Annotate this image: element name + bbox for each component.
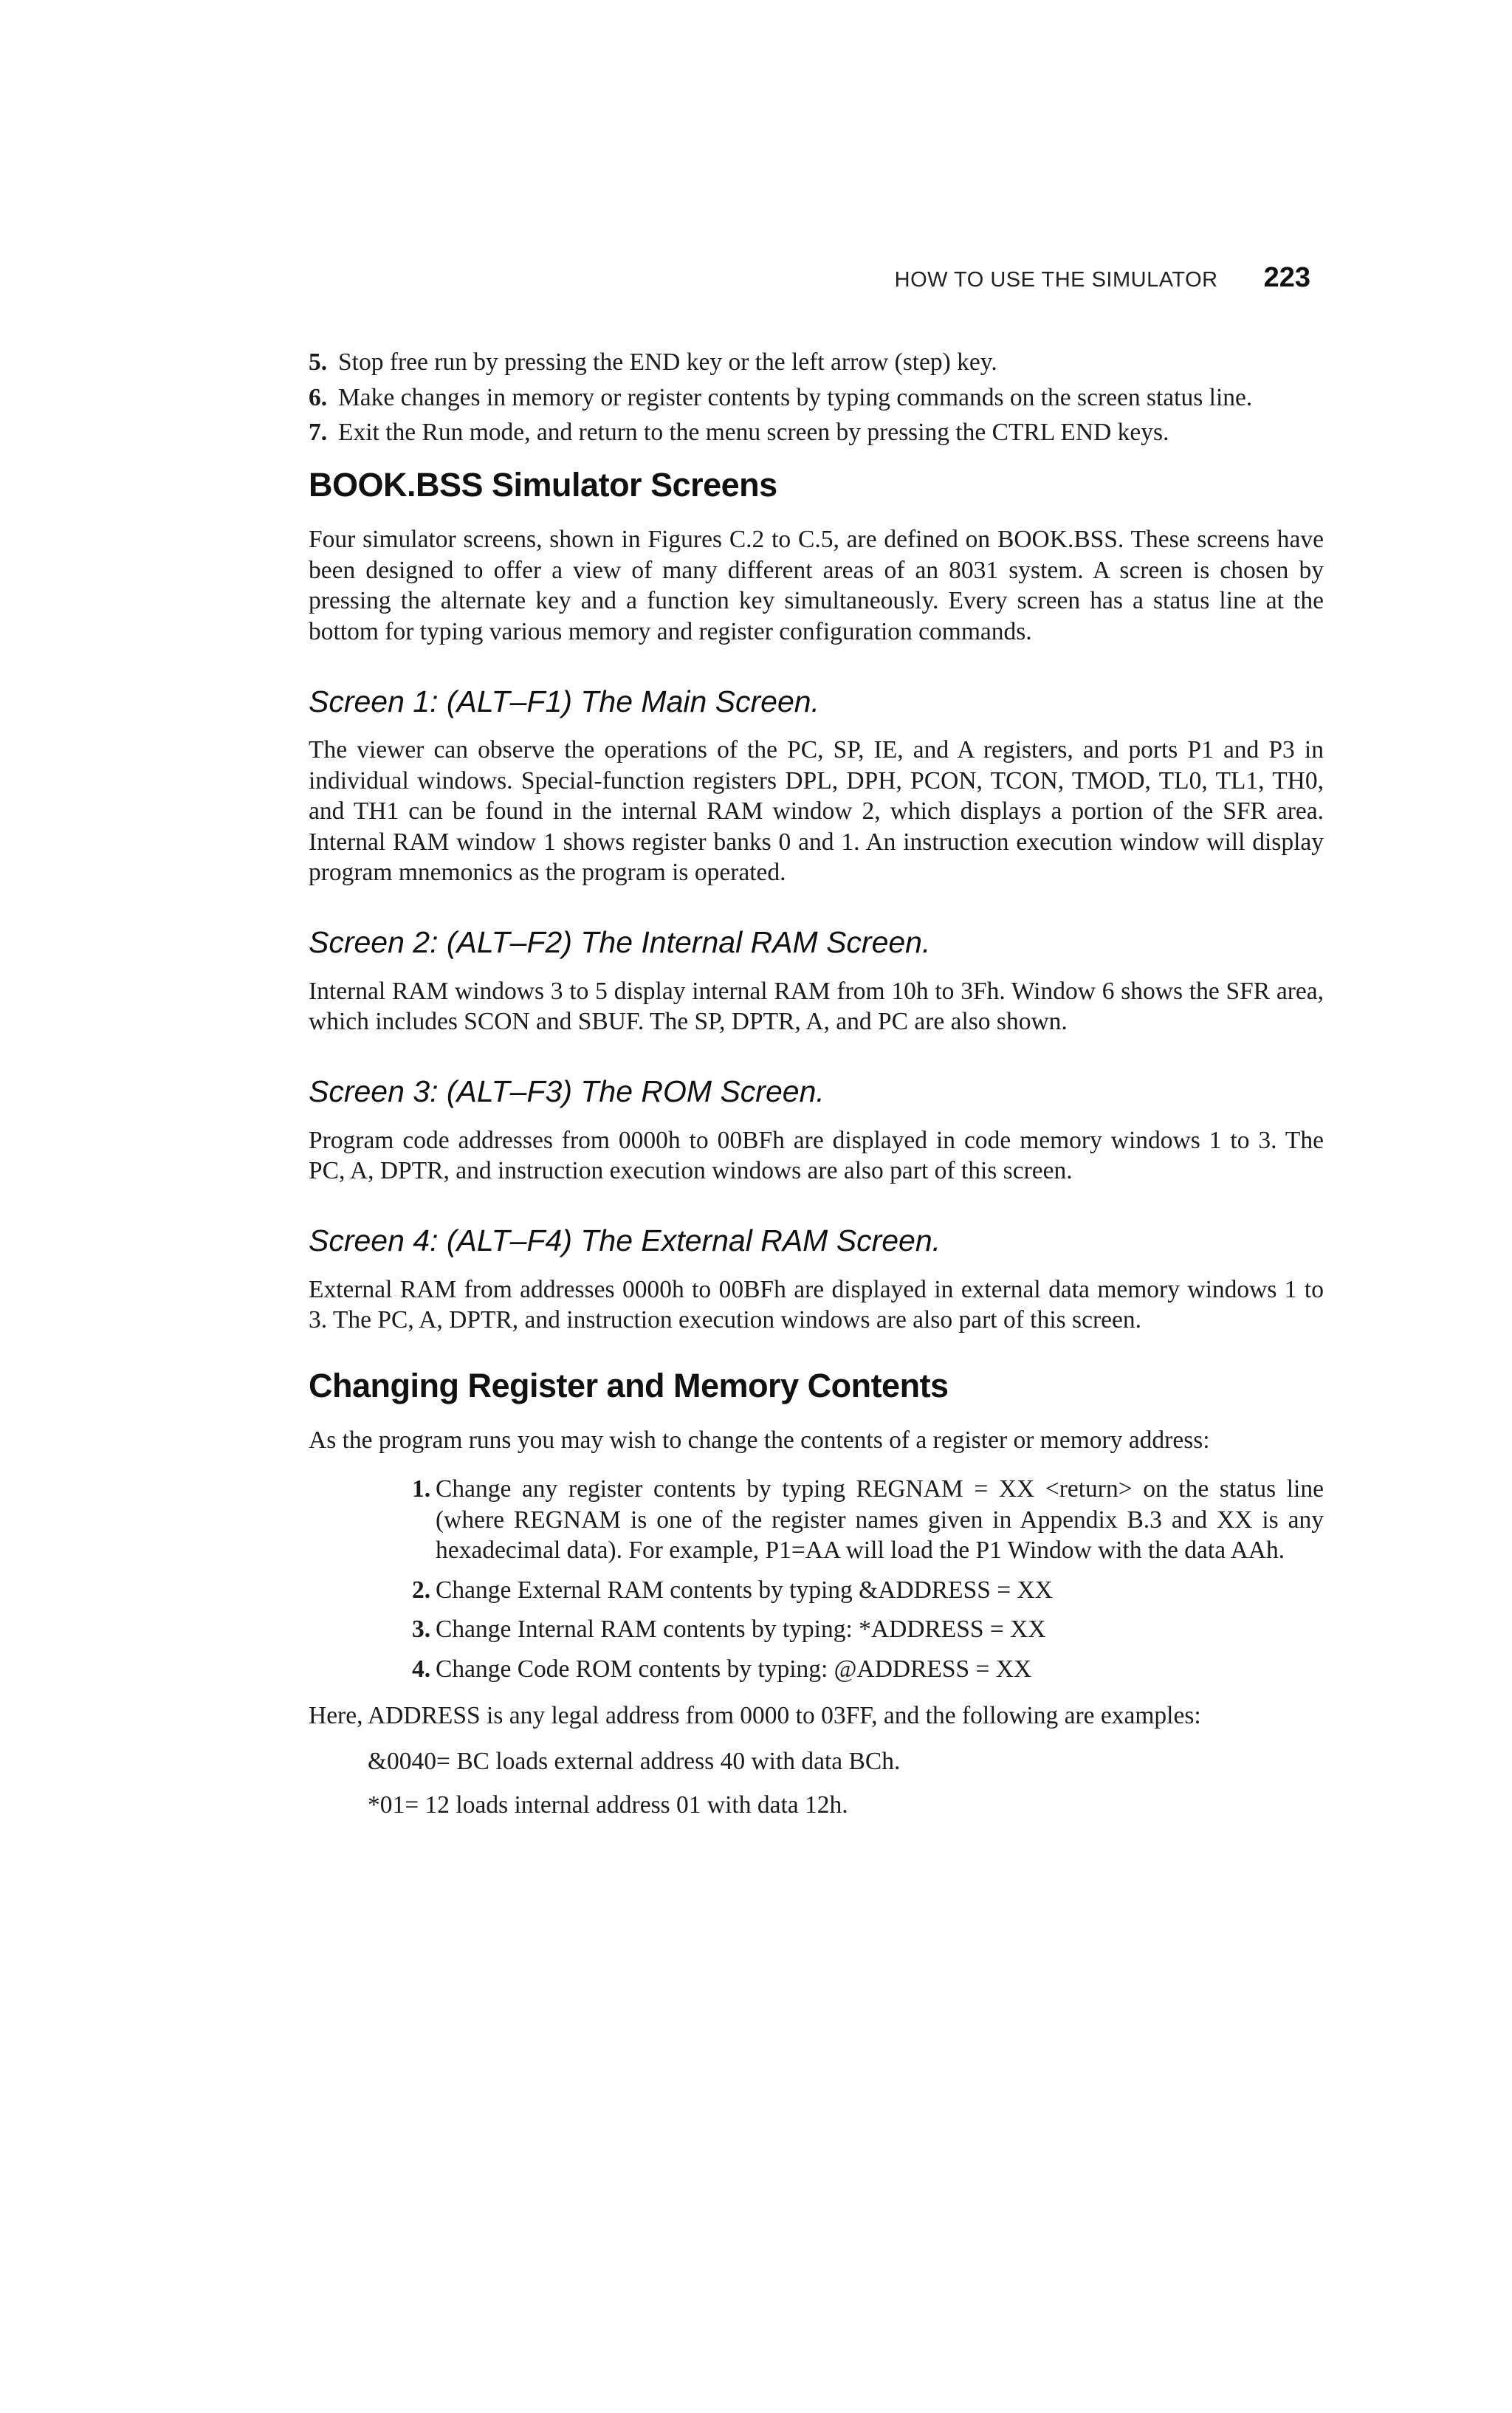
- list-item-number: 6.: [309, 383, 328, 411]
- section-heading-simulator-screens: BOOK.BSS Simulator Screens: [309, 465, 777, 504]
- list-item-text: Make changes in memory or register contents by typing commands on the screen status line.: [338, 383, 1253, 411]
- list-item-number: 1.: [412, 1475, 431, 1503]
- list-item-text: Change External RAM contents by typing &ADDRESS = XX: [436, 1576, 1053, 1604]
- section-2-intro: As the program runs you may wish to change the contents of a register or memory address:: [309, 1427, 1210, 1455]
- screen-2-heading: Screen 2: (ALT–F2) The Internal RAM Screen.: [309, 925, 931, 959]
- example-line: *01= 12 loads internal address 01 with data 12h.: [368, 1791, 848, 1819]
- section-heading-changing-contents: Changing Register and Memory Contents: [309, 1366, 949, 1404]
- list-item: [412, 1614, 1324, 1645]
- list-item-text: Change Internal RAM contents by typing: *ADDRESS = XX: [436, 1616, 1046, 1644]
- list-item: [412, 1654, 1324, 1685]
- list-item-text: Stop free run by pressing the END key or the left arrow (step) key.: [338, 349, 997, 376]
- screen-1-paragraph: The viewer can observe the operations of the PC, SP, IE, and A registers, and ports P1 and P3 in individual windows. Special-function registers DPL, DPH, PCON, TCON, TMOD, TL0, TL1, TH0, and TH1 can be found in the internal RAM window 2, which displays a portion of the SFR area. Internal RAM window 1 shows register banks 0 and 1. An instruction execution window will display program mnemonics as the program is operated.: [309, 736, 1324, 887]
- list-item-text: Change any register contents by typing REGNAM = XX <return> on the status line (where REGNAM is one of the register names given in Appendix B.3 and XX is any hexadecimal data). For example, P1=AA will load the P1 Window with the data AAh.: [436, 1475, 1324, 1565]
- list-item-number: 3.: [412, 1616, 431, 1644]
- screen-1-heading: Screen 1: (ALT–F1) The Main Screen.: [309, 684, 819, 718]
- section-intro-paragraph: Four simulator screens, shown in Figures C.2 to C.5, are defined on BOOK.BSS. These screens have been designed to offer a view of many different areas of an 8031 system. A screen is chosen by pressing the alternate key and a function key simultaneously. Every screen has a status line at the bottom for typing various memory and register configuration commands.: [309, 526, 1324, 645]
- list-item-number: 4.: [412, 1655, 431, 1683]
- list-item-number: 5.: [309, 349, 328, 376]
- page-header: [760, 262, 1310, 294]
- screen-2-paragraph: Internal RAM windows 3 to 5 display internal RAM from 10h to 3Fh. Window 6 shows the SFR area, which includes SCON and SBUF. The SP, DPTR, A, and PC are also shown.: [309, 977, 1324, 1036]
- page-content: [309, 347, 1324, 1834]
- examples-intro: Here, ADDRESS is any legal address from 0000 to 03FF, and the following are examples:: [309, 1702, 1201, 1730]
- running-title: HOW TO USE THE SIMULATOR: [894, 268, 1218, 292]
- list-item: [412, 1575, 1324, 1606]
- list-item: [412, 1474, 1324, 1566]
- screen-3-heading: Screen 3: (ALT–F3) The ROM Screen.: [309, 1074, 825, 1108]
- list-item-number: 7.: [309, 419, 328, 447]
- list-item: [309, 347, 1324, 378]
- list-item: [309, 417, 1324, 448]
- list-item-number: 2.: [412, 1576, 431, 1604]
- screen-3-paragraph: Program code addresses from 0000h to 00BFh are displayed in code memory windows 1 to 3. The PC, A, DPTR, and instruction execution windows are also part of this screen.: [309, 1126, 1324, 1185]
- screen-4-paragraph: External RAM from addresses 0000h to 00BFh are displayed in external data memory windows 1 to 3. The PC, A, DPTR, and instruction execution windows are also part of this screen.: [309, 1275, 1324, 1334]
- page-number: 223: [1263, 262, 1310, 293]
- list-item-text: Exit the Run mode, and return to the menu screen by pressing the CTRL END keys.: [338, 419, 1169, 447]
- steps-list: [412, 1474, 1324, 1684]
- list-item-text: Change Code ROM contents by typing: @ADDRESS = XX: [436, 1655, 1032, 1683]
- top-numbered-list: [309, 347, 1324, 448]
- screen-4-heading: Screen 4: (ALT–F4) The External RAM Screen.: [309, 1223, 941, 1257]
- examples-list: [368, 1746, 1324, 1821]
- example-line: &0040= BC loads external address 40 with data BCh.: [368, 1747, 901, 1775]
- list-item: [309, 382, 1324, 413]
